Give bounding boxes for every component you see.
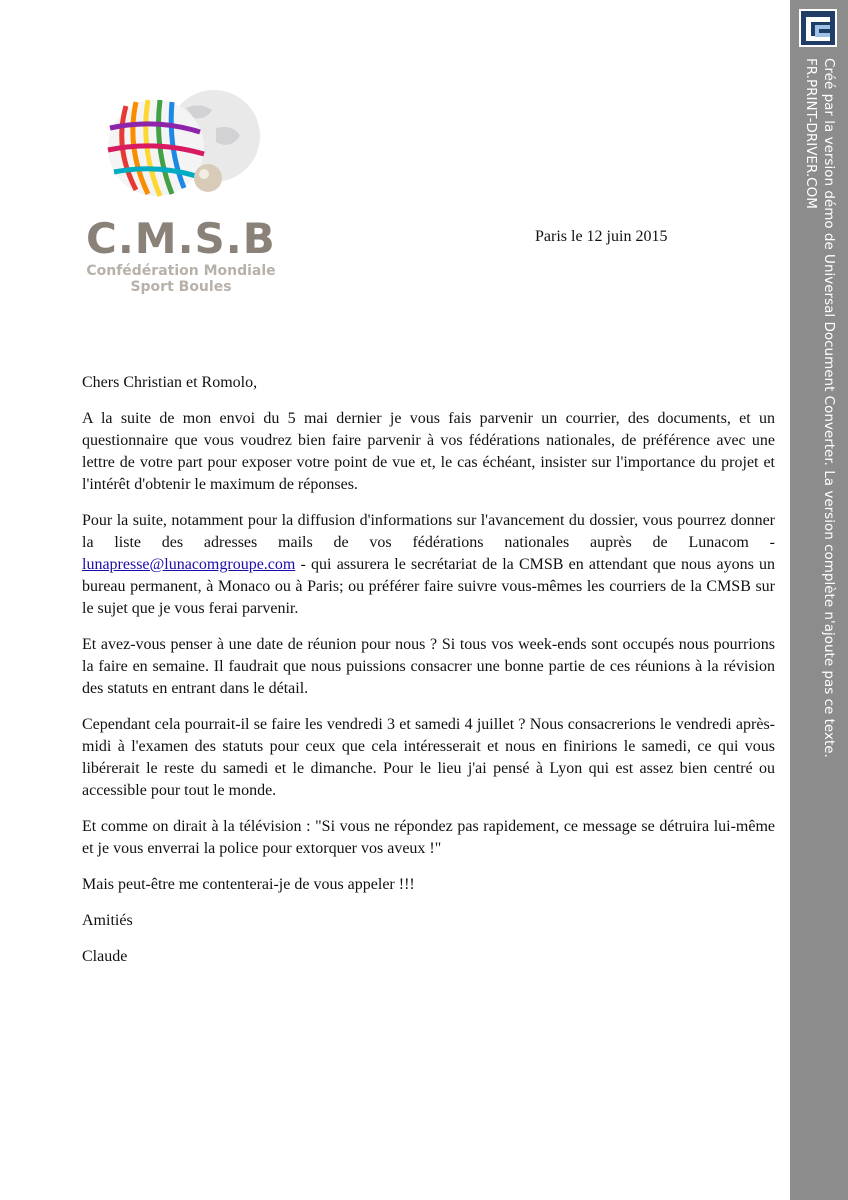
paragraph-2 [82, 510, 775, 620]
closing: Amitiés [82, 912, 133, 929]
watermark-line-1: Créé par la version démo de Universal Document Converter. La version complète n'ajoute pas ce texte. [821, 58, 837, 758]
letter-body [82, 372, 775, 982]
cmsb-logo [86, 88, 286, 298]
paragraph-1: A la suite de mon envoi du 5 mai dernier je vous fais parvenir un courrier, des documents, et un questionnaire que vous voudrez bien faire parvenir à vos fédérations nationales, de préférence avec une lettre de votre part pour exposer votre point de vue et, le cas échéant, insister sur l'importance du projet et l'intérêt d'obtenir le maximum de réponses. [82, 410, 775, 493]
paragraph-4: Cependant cela pourrait-il se faire les vendredi 3 et samedi 4 juillet ? Nous consacrerions le vendredi après-midi à l'examen des statuts pour ceux que cela intéresserait et nous en finirions le samedi, ce qui vous libérerait le reste du samedi et le dimanche. Pour le lieu j'ai pensé à Lyon qui est assez bien centré ou accessible pour tout le monde. [82, 716, 775, 799]
signature: Claude [82, 948, 128, 965]
watermark-text [802, 58, 838, 758]
letter-date: Paris le 12 juin 2015 [535, 228, 668, 245]
logo-subtitle-line2: Sport Boules [130, 279, 232, 295]
paragraph-6: Mais peut-être me contenterai-je de vous appeler !!! [82, 876, 415, 893]
greeting: Chers Christian et Romolo, [82, 374, 258, 391]
logo-wordmark: C.M.S.B [86, 214, 276, 263]
paragraph-2-start: Pour la suite, notamment pour la diffusion d'informations sur l'avancement du dossier, vous pourrez donner la liste des adresses mails de vos fédérations nationales auprès de Lunacom - [82, 512, 775, 551]
email-link[interactable]: lunapresse@lunacomgroupe.com [82, 556, 296, 573]
paragraph-2-end: - qui assurera le secrétariat de la CMSB en attendant que nous ayons un bureau permanent, à Monaco ou à Paris; ou préférer faire suivre vous-mêmes les courriers de la CMSB sur le sujet que je vous ferai parvenir. [82, 556, 775, 617]
paragraph-5: Et comme on dirait à la télévision : "Si vous ne répondez pas rapidement, ce message se détruira lui-même et je vous enverrai la police pour extorquer vos aveux !" [82, 818, 775, 857]
logo-subtitle-line1: Confédération Mondiale [86, 263, 276, 279]
udc-logo-icon [799, 9, 837, 47]
globe-logo-icon [96, 88, 266, 206]
paragraph-3: Et avez-vous penser à une date de réunion pour nous ? Si tous vos week-ends sont occupés nous pourrions la faire en semaine. Il faudrait que nous puissions consacrer une bonne partie de ces réunions à la révision des statuts en entrant dans le détail. [82, 636, 775, 697]
watermark-line-2[interactable]: FR.PRINT-DRIVER.COM [803, 58, 819, 209]
